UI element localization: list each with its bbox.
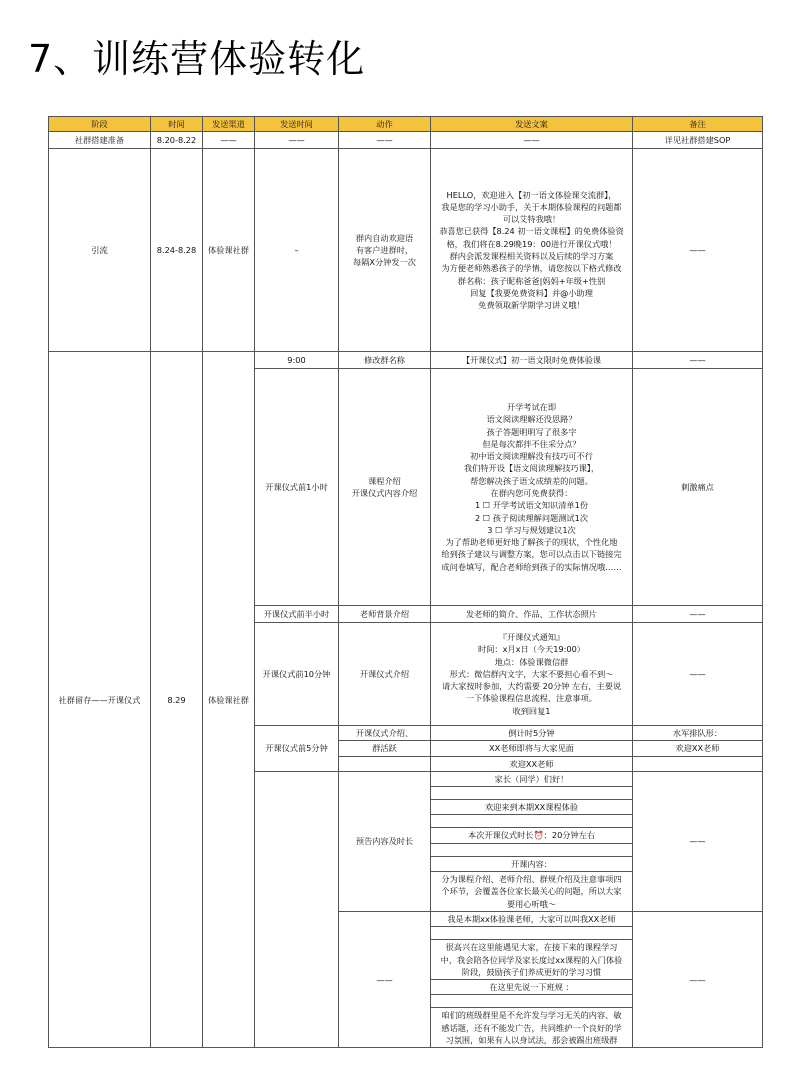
cell-note: 详见社群搭建SOP: [633, 132, 763, 149]
duration-value: ：20分钟左右: [543, 830, 596, 841]
header-note: 备注: [633, 117, 763, 132]
copy-line: 开课内容：: [431, 857, 632, 872]
copy-line: [431, 828, 632, 843]
cell-stage: 社群留存——开课仪式: [49, 352, 151, 1048]
cell-stage: 社群搭建准备: [49, 132, 151, 149]
cell-send-time: 开课仪式前半小时: [255, 606, 339, 623]
table-row: [49, 149, 763, 352]
blank-line: [431, 927, 632, 940]
header-stage: 阶段: [49, 117, 151, 132]
cell-note: ——: [633, 606, 763, 623]
blank-line: [431, 995, 632, 1008]
copy-line: 分为课程介绍、老师介绍、群规介绍及注意事项四 个环节，会覆盖各位家长最关心的问题，所以大家 要用心听哦～: [441, 874, 622, 909]
cell-copy: ——: [431, 132, 633, 149]
cell-action: 预告内容及时长: [339, 771, 431, 911]
cell-copy: 发老师的简介、作品、工作状态照片: [431, 606, 633, 623]
cell-copy-stack: [431, 726, 633, 772]
cell-note: 刺激痛点: [633, 369, 763, 606]
sop-table: [48, 116, 763, 1048]
cell-note: ——: [633, 352, 763, 369]
alarm-clock-icon: ⏰: [533, 830, 544, 841]
blank-line: [431, 787, 632, 800]
cell-action: 修改群名称: [339, 352, 431, 369]
copy-line: 在这里先说一下班规 ：: [431, 980, 632, 995]
copy-line: 欢迎来到本期XX课程体验: [431, 800, 632, 815]
cell-channel: 体验课社群: [203, 149, 255, 352]
header-copy: 发送文案: [431, 117, 633, 132]
cell-send-time-empty: [255, 771, 339, 1047]
table-row: [49, 352, 763, 369]
page-title: 7、训练营体验转化: [28, 37, 366, 81]
action-line: [339, 757, 430, 769]
note-line: [633, 757, 762, 769]
cell-time: 8.24-8.28: [151, 149, 203, 352]
cell-time: 8.20-8.22: [151, 132, 203, 149]
cell-note: ——: [633, 149, 763, 352]
table-header-row: [49, 117, 763, 132]
cell-copy-stack: [431, 911, 633, 1047]
cell-copy-stack: [431, 771, 633, 911]
cell-channel: 体验课社群: [203, 352, 255, 1048]
header-channel: 发送渠道: [203, 117, 255, 132]
copy-line: 家长（同学）们好！: [431, 772, 632, 787]
cell-send-time: 9:00: [255, 352, 339, 369]
cell-action: 开课仪式介绍: [339, 623, 431, 726]
cell-copy: 开学考试在即 语文阅读理解还没思路？ 孩子答题明明写了很多字 但是每次都拌不住采分点？ 初中语文阅读理解没有技巧可不行 我们特开设【语文阅读理解技巧课】， 帮您解决孩子语文成绩差的问题。 在群内您可免费获得： 1 ☐ 开学考试语文知识清单1份 2 ☐ 孩子阅读理解问题测试1次 3 ☐ 学习与规划建议1次 为了帮助老师更好地了解孩子的现状，个性化地 给到孩子建议与调整方案，您可以点击以下链接完 成问卷填写，配合老师给到孩子的实际情况哦……: [431, 369, 633, 606]
cell-copy: HELLO，欢迎进入【初一语文体验课交流群】， 我是您的学习小助手，关于本期体验课程的问题都 可以艾特我哦！ 恭喜您已获得【8.24 初一语文课程】的免费体验资 格，我们将在8.29晚19：00进行开课仪式哦！ 群内会派发课程相关资料以及后续的学习方案 为方便老师熟悉孩子的学情，请您按以下格式修改 群名称：孩子昵称爸爸|妈妈+年级+性别 回复【我要免费资料】并@小助理 免费领取新学期学习讲义哦！: [431, 149, 633, 352]
cell-action: ——: [339, 132, 431, 149]
action-line: 群活跃: [339, 741, 430, 756]
cell-time: 8.29: [151, 352, 203, 1048]
duration-label: 本次开课仪式时长: [467, 830, 534, 841]
copy-line: 倒计时5分钟: [431, 726, 632, 741]
note-line: 水军排队形：: [633, 726, 762, 741]
header-action: 动作: [339, 117, 431, 132]
cell-note: ——: [633, 771, 763, 911]
cell-send-time: 开课仪式前10分钟: [255, 623, 339, 726]
copy-line: 我是本期xx体验课老师，大家可以叫我XX老师: [431, 912, 632, 927]
note-line: 欢迎XX老师: [633, 741, 762, 756]
header-send-time: 发送时间: [255, 117, 339, 132]
copy-line: 欢迎XX老师: [509, 758, 554, 769]
cell-note: ——: [633, 623, 763, 726]
cell-note-stack: [633, 726, 763, 772]
cell-action: 老师背景介绍: [339, 606, 431, 623]
action-line: 开课仪式介绍、: [339, 726, 430, 741]
cell-send-time: ——: [255, 132, 339, 149]
cell-channel: ——: [203, 132, 255, 149]
copy-line: 很高兴在这里能遇见大家，在接下来的课程学习 中，我会陪各位同学及家长度过xx课程的入门体验 阶段，鼓励孩子们养成更好的学习习惯: [431, 940, 632, 980]
table-row: [49, 132, 763, 149]
copy-line: XX老师即将与大家见面: [431, 741, 632, 756]
cell-action: ——: [339, 911, 431, 1047]
cell-copy: 【开课仪式】初一语文限时免费体验课: [431, 352, 633, 369]
cell-send-time: 开课仪式前5分钟: [255, 726, 339, 772]
blank-line: [431, 844, 632, 857]
cell-action: 群内自动欢迎语 有客户进群时， 每隔X分钟发一次: [339, 149, 431, 352]
cell-stage: 引流: [49, 149, 151, 352]
cell-send-time: 开课仪式前1小时: [255, 369, 339, 606]
cell-send-time: –: [255, 149, 339, 352]
cell-action: 课程介绍 开课仪式内容介绍: [339, 369, 431, 606]
cell-action-stack: [339, 726, 431, 772]
header-time: 时间: [151, 117, 203, 132]
blank-line: [431, 815, 632, 828]
cell-note: ——: [633, 911, 763, 1047]
cell-copy: 『开课仪式通知』 时间：x月x日（今天19:00） 地点：体验课微信群 形式：微信群内文字，大家不要担心看不到～ 请大家按时参加，大约需要 20分钟 左右，主要说 一下体验课程信息流程、注意事项。 收到回复1: [431, 623, 633, 726]
copy-line: 咱们的班级群里是不允许发与学习无关的内容、敏 感话题，还有不能发广告，共同维护一个良好的学 习氛围，如果有人以身试法，那会被踢出班级群: [441, 1010, 622, 1046]
